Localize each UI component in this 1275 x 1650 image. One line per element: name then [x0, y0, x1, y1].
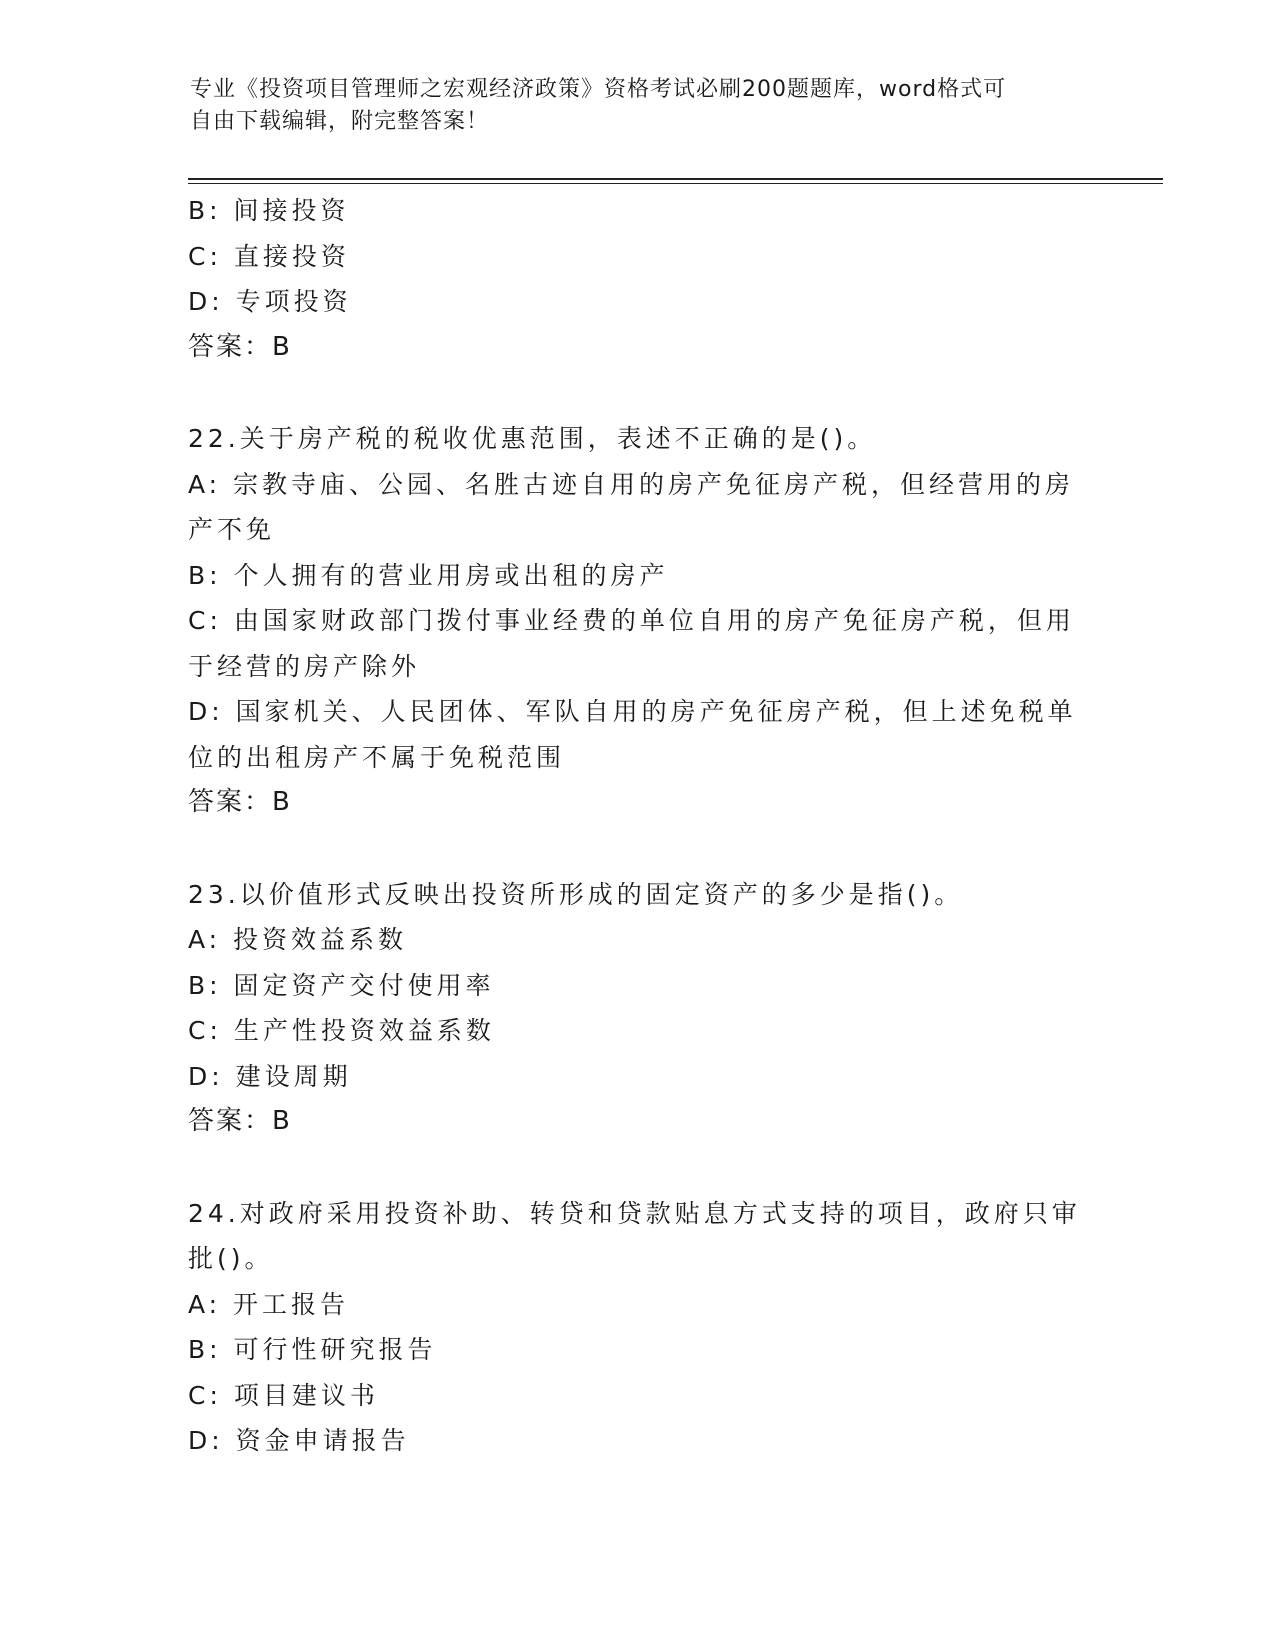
header-line-1: 专业《投资项目管理师之宏观经济政策》资格考试必刷200题题库，word格式可	[190, 77, 1007, 102]
header-divider-thin	[188, 183, 1163, 184]
option-d: D: 建设周期	[188, 1061, 352, 1091]
question-21-tail	[188, 188, 1088, 370]
question-23	[188, 872, 1088, 1145]
answer: 答案：B	[188, 787, 292, 817]
option-d-continued: 位的出租房产不属于免税范围	[188, 742, 566, 772]
option-c: C: 项目建议书	[188, 1380, 379, 1410]
option-a: A: 宗教寺庙、公园、名胜古迹自用的房产免征房产税，但经营用的房	[188, 469, 1075, 499]
question-stem: 24.对政府采用投资补助、转贷和贷款贴息方式支持的项目，政府只审	[188, 1198, 1081, 1228]
option-b: B: 固定资产交付使用率	[188, 970, 495, 1000]
question-22	[188, 416, 1088, 826]
question-content	[188, 188, 1088, 1464]
option-d: D: 国家机关、人民团体、军队自用的房产免征房产税，但上述免税单	[188, 697, 1077, 726]
option-b: B: 个人拥有的营业用房或出租的房产	[188, 560, 669, 590]
answer: 答案：B	[188, 331, 292, 362]
question-stem: 23.以价值形式反映出投资所形成的固定资产的多少是指()。	[188, 879, 964, 909]
option-b: B: 可行性研究报告	[188, 1335, 437, 1364]
option-d: D: 专项投资	[188, 287, 352, 316]
question-gap	[188, 1145, 1088, 1191]
option-a-continued: 产不免	[188, 515, 276, 544]
option-c: C: 由国家财政部门拨付事业经费的单位自用的房产免征房产税，但用	[188, 606, 1075, 635]
option-b: B: 间接投资	[188, 196, 350, 225]
question-stem-continued: 批()。	[188, 1244, 274, 1273]
question-gap	[188, 370, 1088, 416]
answer: 答案：B	[188, 1106, 292, 1136]
option-a: A: 开工报告	[188, 1289, 350, 1319]
question-24	[188, 1191, 1088, 1464]
question-gap	[188, 826, 1088, 872]
header-line-2: 自由下载编辑，附完整答案！	[190, 109, 490, 134]
page-header	[190, 74, 1080, 138]
option-d: D: 资金申请报告	[188, 1426, 410, 1455]
option-c: C: 生产性投资效益系数	[188, 1016, 495, 1045]
option-c-continued: 于经营的房产除外	[188, 651, 421, 681]
option-c: C: 直接投资	[188, 241, 350, 271]
question-stem: 22.关于房产税的税收优惠范围，表述不正确的是()。	[188, 424, 877, 453]
header-divider-thick	[188, 178, 1163, 180]
option-a: A: 投资效益系数	[188, 925, 408, 954]
